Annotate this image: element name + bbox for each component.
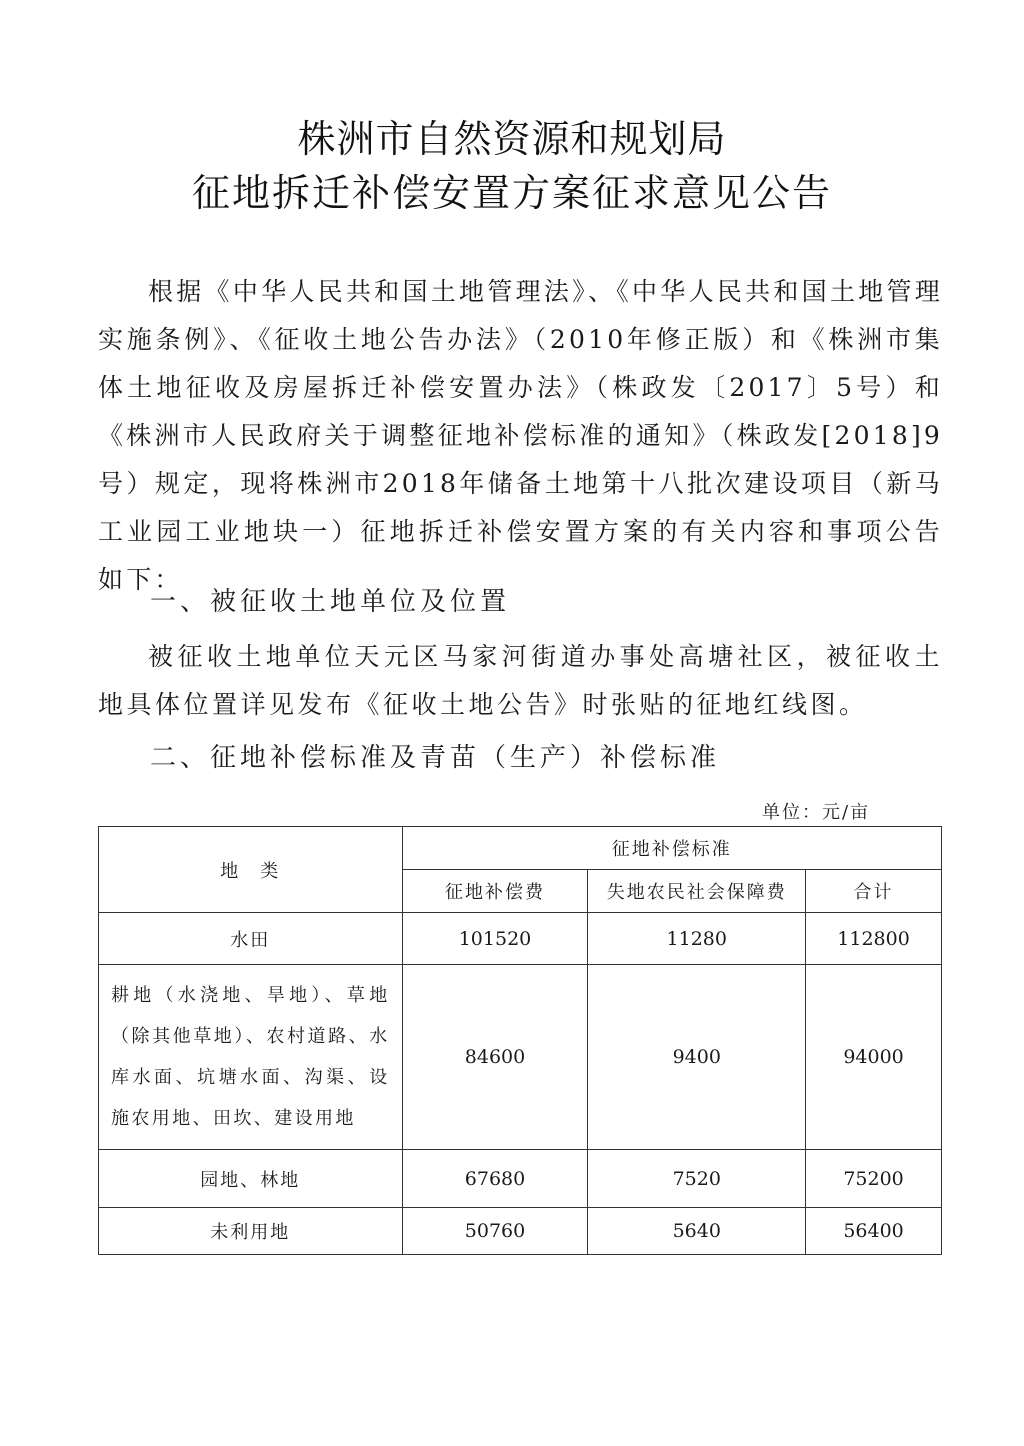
section-2-heading: 二、征地补偿标准及青苗（生产）补偿标准 xyxy=(150,743,721,773)
section-1-body: 被征收土地单位天元区马家河街道办事处高塘社区，被征收土地具体位置详见发布《征收土地公告》时张贴的征地红线图。 xyxy=(98,642,943,719)
table-row xyxy=(99,1150,942,1208)
row-social-security: 9400 xyxy=(588,965,806,1150)
row-compensation: 84600 xyxy=(402,965,588,1150)
row-category: 耕地（水浇地、旱地）、草地（除其他草地）、农村道路、水库水面、坑塘水面、沟渠、设施农用地、田坎、建设用地 xyxy=(99,965,403,1150)
row-category: 园地、林地 xyxy=(99,1150,403,1208)
title-line-2: 征地拆迁补偿安置方案征求意见公告 xyxy=(191,171,832,215)
row-compensation: 67680 xyxy=(402,1150,588,1208)
intro-paragraph: 根据《中华人民共和国土地管理法》、《中华人民共和国土地管理实施条例》、《征收土地公告办法》（2010年修正版）和《株洲市集体土地征收及房屋拆迁补偿安置办法》（株政发〔2017〕5号）和《株洲市人民政府关于调整征地补偿标准的通知》（株政发[2018]9号）规定，现将株洲市2018年储备土地第十八批次建设项目（新马工业园工业地块一）征地拆迁补偿安置方案的有关内容和事项公告如下： xyxy=(98,277,943,594)
row-total: 75200 xyxy=(806,1150,942,1208)
header-land-category: 地 类 xyxy=(99,827,403,913)
header-compensation-fee: 征地补偿费 xyxy=(402,870,588,913)
header-social-security-fee: 失地农民社会保障费 xyxy=(588,870,806,913)
header-compensation-standard: 征地补偿标准 xyxy=(402,827,941,870)
row-social-security: 7520 xyxy=(588,1150,806,1208)
row-social-security: 5640 xyxy=(588,1208,806,1255)
section-1-heading: 一、被征收土地单位及位置 xyxy=(150,587,511,617)
row-total: 94000 xyxy=(806,965,942,1150)
row-total: 56400 xyxy=(806,1208,942,1255)
unit-label: 单位：元/亩 xyxy=(762,802,871,823)
table-row xyxy=(99,1208,942,1255)
row-category: 水田 xyxy=(99,913,403,965)
title-line-1: 株洲市自然资源和规划局 xyxy=(297,117,727,161)
header-total: 合计 xyxy=(806,870,942,913)
row-social-security: 11280 xyxy=(588,913,806,965)
table-row xyxy=(99,913,942,965)
row-category: 未利用地 xyxy=(99,1208,403,1255)
row-compensation: 50760 xyxy=(402,1208,588,1255)
table-row xyxy=(99,965,942,1150)
row-compensation: 101520 xyxy=(402,913,588,965)
row-total: 112800 xyxy=(806,913,942,965)
compensation-table xyxy=(98,826,942,1255)
